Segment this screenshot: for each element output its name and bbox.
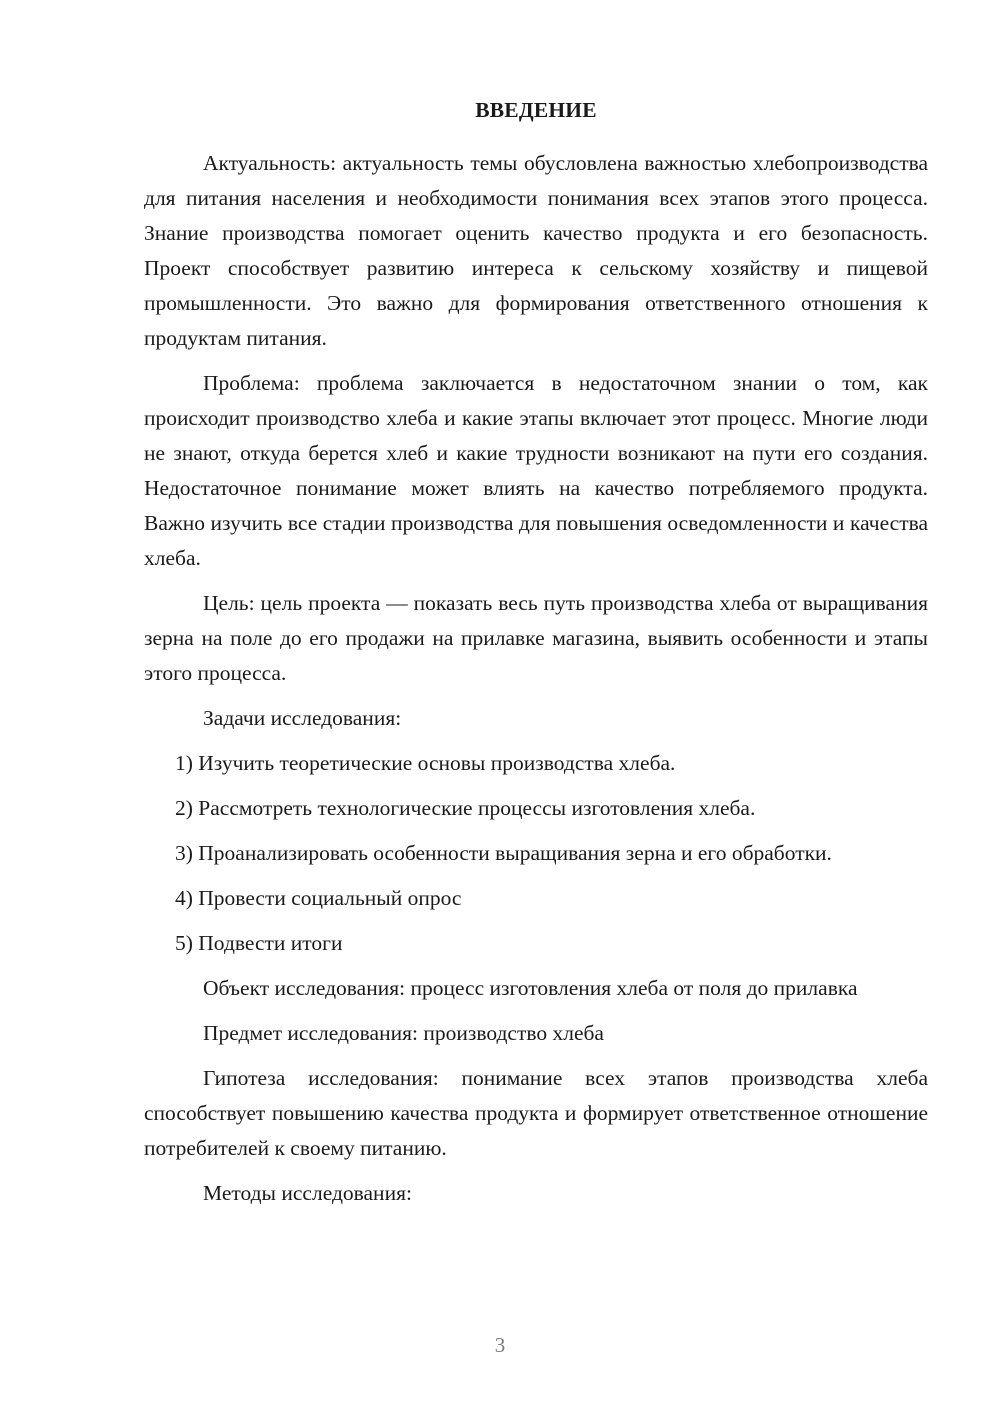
methods-heading: Методы исследования: xyxy=(203,1181,412,1205)
relevance-paragraph: Актуальность: актуальность темы обусловлена важностью хлебопроизводства для питания населения и необходимости понимания всех этапов этого процесса. Знание производства помогает оценить качество продукта и его безопасность. Проект способствует развитию интереса к сельскому хозяйству и пищевой промышленности. Это важно для формирования ответственного отношения к продуктам питания. xyxy=(144,151,928,350)
goal-paragraph: Цель: цель проекта — показать весь путь производства хлеба от выращивания зерна на поле до его продажи на прилавке магазина, выявить особенности и этапы этого процесса. xyxy=(144,591,928,685)
task-item-3: 3) Проанализировать особенности выращивания зерна и его обработки. xyxy=(175,841,832,865)
object-paragraph: Объект исследования: процесс изготовления хлеба от поля до прилавка xyxy=(203,976,858,1000)
document-page xyxy=(144,93,928,1221)
page-number: 3 xyxy=(494,1333,506,1357)
problem-paragraph: Проблема: проблема заключается в недостаточном знании о том, как происходит производство хлеба и какие этапы включает этот процесс. Многие люди не знают, откуда берется хлеб и какие трудности возникают на пути его создания. Недостаточное понимание может влиять на качество потребляемого продукта. Важно изучить все стадии производства для повышения осведомленности и качества хлеба. xyxy=(144,371,928,570)
hypothesis-paragraph: Гипотеза исследования: понимание всех этапов производства хлеба способствует повышению качества продукта и формирует ответственное отношение потребителей к своему питанию. xyxy=(144,1066,928,1160)
tasks-heading: Задачи исследования: xyxy=(203,706,402,730)
task-item-5: 5) Подвести итоги xyxy=(175,931,343,955)
task-item-2: 2) Рассмотреть технологические процессы изготовления хлеба. xyxy=(175,796,756,820)
task-item-1: 1) Изучить теоретические основы производства хлеба. xyxy=(175,751,676,775)
page-title: ВВЕДЕНИЕ xyxy=(475,98,597,122)
subject-paragraph: Предмет исследования: производство хлеба xyxy=(203,1021,604,1045)
task-item-4: 4) Провести социальный опрос xyxy=(175,886,462,910)
